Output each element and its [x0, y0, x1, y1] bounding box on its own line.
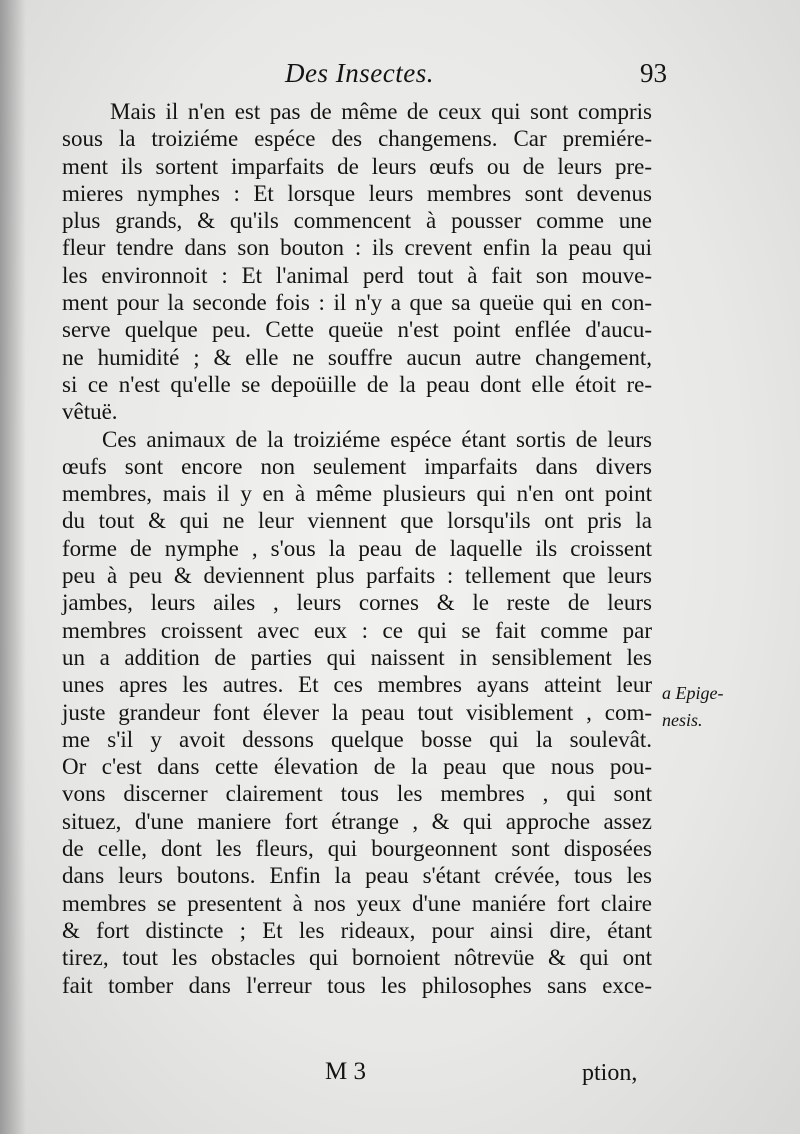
- text-line: œufs sont encore non seulement imparfaits dans divers: [62, 453, 652, 479]
- text-line: Mais il n'en est pas de même de ceux qui sont compris: [110, 99, 652, 124]
- text-line: vêtuë.: [62, 399, 118, 425]
- text-line: les environnoit : Et l'animal perd tout à fait son mouve-: [62, 262, 652, 288]
- text-line: mieres nymphes : Et lorsque leurs membres sont devenus: [62, 180, 652, 206]
- signature-mark: M 3: [325, 1058, 366, 1085]
- body-text: [62, 98, 652, 999]
- text-line: forme de nymphe , s'ous la peau de laquelle ils croissent: [62, 535, 652, 561]
- text-line: ment pour la seconde fois : il n'y a que sa queüe qui en con-: [62, 290, 652, 316]
- text-line: vons discerner clairement tous les membres , qui sont: [62, 781, 652, 807]
- text-line: ne humidité ; & elle ne souffre aucun autre changement,: [62, 344, 652, 370]
- text-line: situez, d'une maniere fort étrange , & qui approche assez: [62, 808, 652, 834]
- margin-note: [662, 680, 723, 734]
- text-line: & fort distincte ; Et les rideaux, pour ainsi dire, étant: [62, 917, 652, 943]
- text-line: fait tomber dans l'erreur tous les philosophes sans exce-: [62, 972, 652, 998]
- text-line: dans leurs boutons. Enfin la peau s'étant crévée, tous les: [62, 863, 652, 889]
- running-title: Des Insectes.: [285, 58, 434, 88]
- page-number: 93: [640, 58, 667, 88]
- text-line: unes apres les autres. Et ces membres ayans atteint leur: [62, 672, 652, 698]
- text-line: me s'il y avoit dessons quelque bosse qui la soulevât.: [62, 726, 652, 752]
- text-line: ment ils sortent imparfaits de leurs œufs ou de leurs pre-: [62, 153, 652, 179]
- page-gutter-shadow: [0, 0, 26, 1134]
- text-line: de celle, dont les fleurs, qui bourgeonnent sont disposées: [62, 836, 652, 862]
- text-line: sous la troiziéme espéce des changemens. Car premiére-: [62, 126, 652, 152]
- margin-note-line: a Epige-: [662, 683, 724, 703]
- text-line: Or c'est dans cette élevation de la peau que nous pou-: [62, 754, 652, 780]
- text-line: tirez, tout les obstacles qui bornoient nôtrevüe & qui ont: [62, 945, 652, 971]
- text-line: fleur tendre dans son bouton : ils crevent enfin la peau qui: [62, 235, 652, 261]
- text-line: du tout & qui ne leur viennent que lorsqu'ils ont pris la: [62, 508, 652, 534]
- text-line: juste grandeur font élever la peau tout visiblement , com-: [62, 699, 652, 725]
- text-line: si ce n'est qu'elle se depoüille de la peau dont elle étoit re-: [62, 371, 652, 397]
- text-line: serve quelque peu. Cette queüe n'est point enflée d'aucu-: [62, 317, 652, 343]
- text-line: jambes, leurs ailes , leurs cornes & le reste de leurs: [62, 590, 652, 616]
- text-line: Ces animaux de la troiziéme espéce étant sortis de leurs: [102, 426, 652, 452]
- margin-note-line: nesis.: [662, 710, 703, 730]
- text-line: membres se presentent à nos yeux d'une maniére fort claire: [62, 890, 652, 916]
- text-line: membres, mais il y en à même plusieurs qui n'en ont point: [62, 481, 652, 507]
- text-line: peu à peu & deviennent plus parfaits : tellement que leurs: [62, 563, 652, 589]
- text-line: un a addition de parties qui naissent in sensiblement les: [62, 644, 652, 670]
- catchword: ption,: [582, 1060, 638, 1086]
- text-line: plus grands, & qu'ils commencent à pousser comme une: [62, 208, 652, 234]
- text-line: membres croissent avec eux : ce qui se fait comme par: [62, 617, 652, 643]
